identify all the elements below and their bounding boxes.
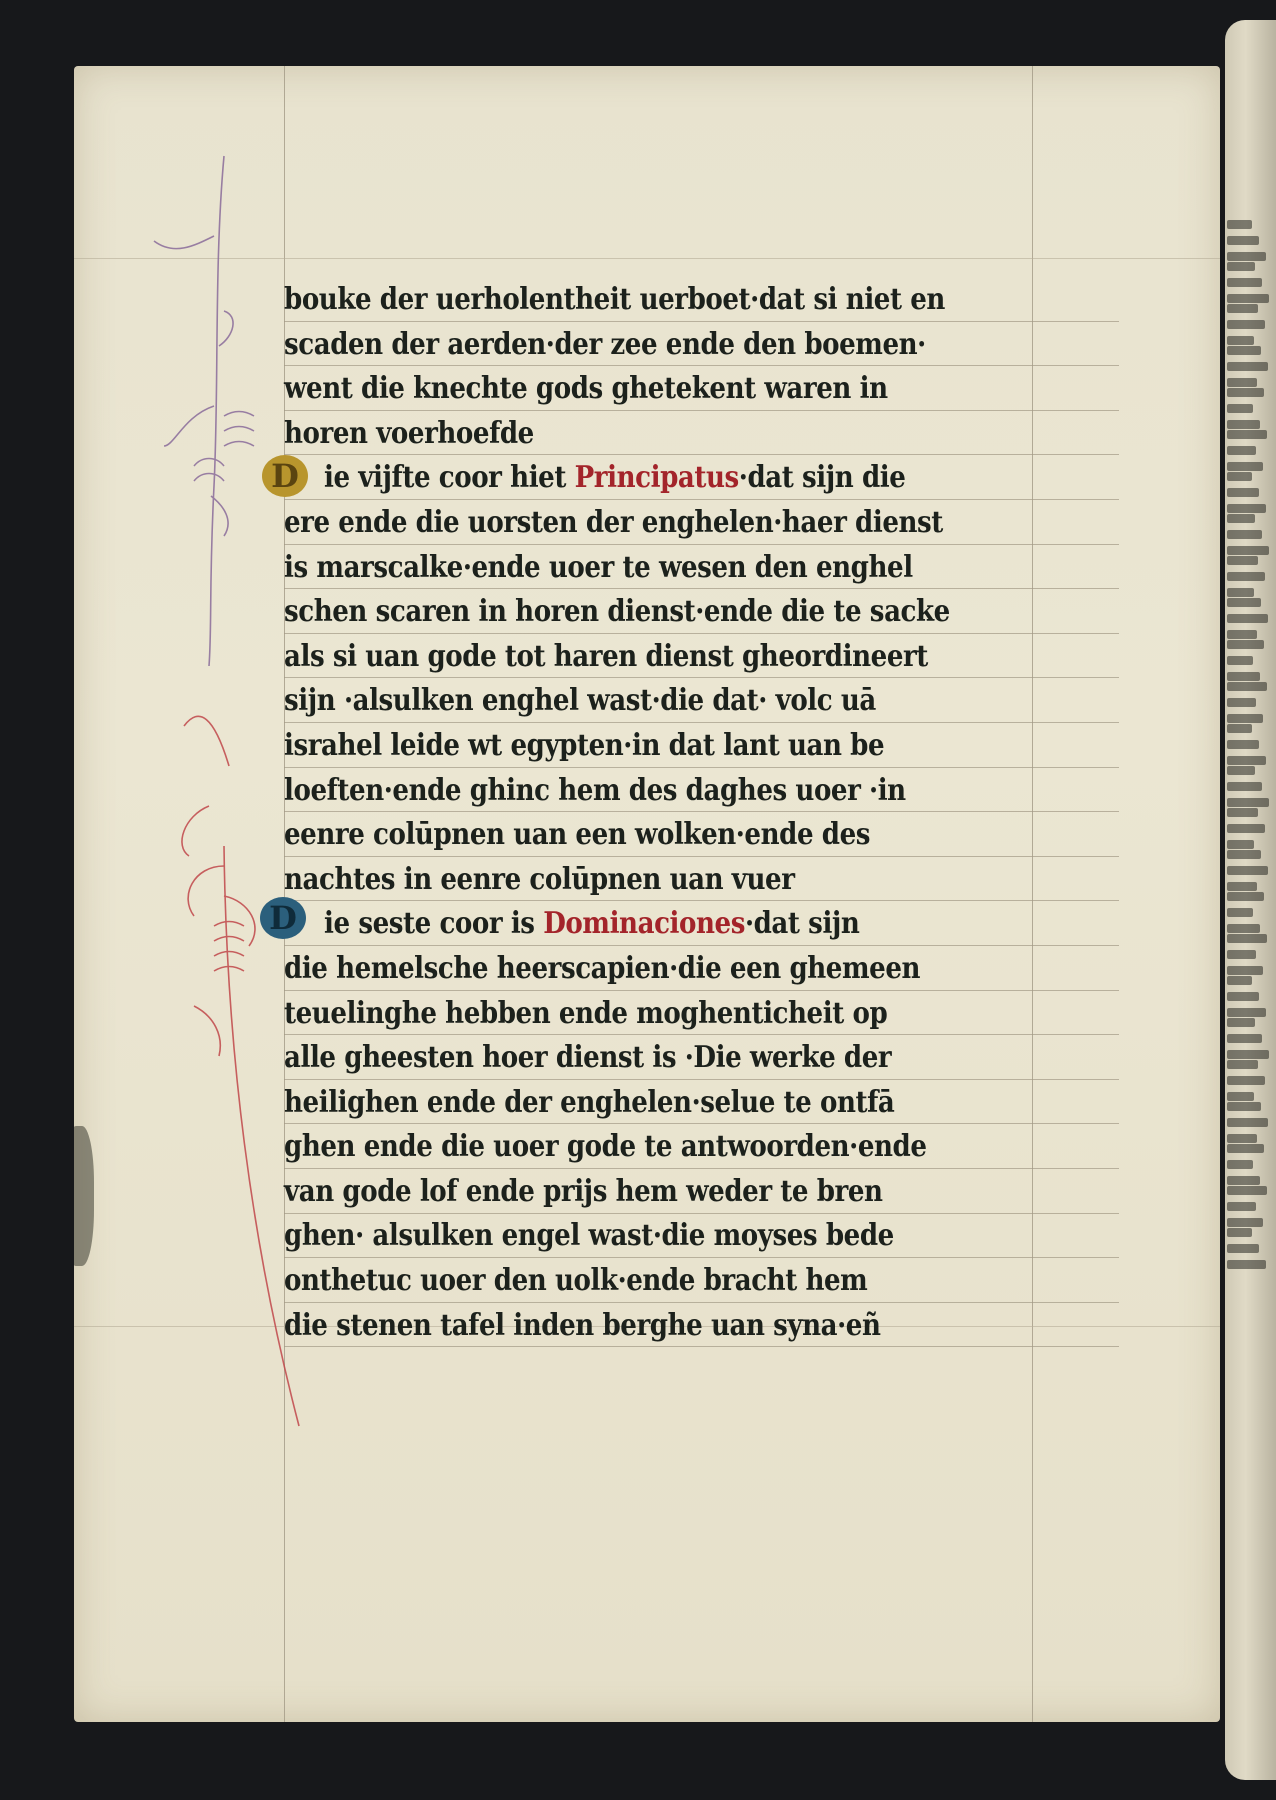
text-line xyxy=(284,546,1015,591)
bleed-mark xyxy=(1227,882,1257,891)
bleed-mark xyxy=(1227,656,1253,665)
bleed-mark xyxy=(1227,1102,1261,1111)
line-text: eenre colūpnen uan een wolken·ende des xyxy=(284,817,871,853)
bleed-mark xyxy=(1227,404,1253,413)
bleed-mark xyxy=(1227,740,1259,749)
line-text: ghen· alsulken engel wast·die moyses bede xyxy=(284,1218,894,1254)
bleed-mark xyxy=(1227,346,1261,355)
purple-penwork xyxy=(154,156,254,666)
bleed-mark xyxy=(1227,1018,1255,1027)
text-line xyxy=(284,590,1015,635)
bleed-mark xyxy=(1227,1260,1266,1269)
bleed-mark xyxy=(1227,1034,1262,1043)
bleed-mark xyxy=(1227,1244,1259,1253)
bleed-mark xyxy=(1227,598,1261,607)
bleed-mark xyxy=(1227,756,1266,765)
bleed-mark xyxy=(1227,924,1260,933)
bleed-mark xyxy=(1227,1202,1256,1211)
bleed-mark xyxy=(1227,556,1258,565)
gold-initial-d: D xyxy=(262,455,308,497)
bleed-mark xyxy=(1227,336,1254,345)
bleed-mark xyxy=(1227,672,1260,681)
text-line xyxy=(284,635,1015,680)
rubric-heading: Principatus xyxy=(574,460,739,496)
line-text: teuelinghe hebben ende moghenticheit op xyxy=(284,995,888,1031)
bleed-mark xyxy=(1227,1060,1258,1069)
line-text: nachtes in eenre colūpnen uan vuer xyxy=(284,861,795,897)
bleed-mark xyxy=(1227,1186,1267,1195)
bleed-mark xyxy=(1227,824,1265,833)
text-line xyxy=(284,679,1015,724)
bleed-mark xyxy=(1227,808,1258,817)
bleed-mark xyxy=(1227,850,1261,859)
bleed-mark xyxy=(1227,866,1268,875)
bleed-mark xyxy=(1227,572,1265,581)
line-text: die hemelsche heerscapien·die een ghemeen xyxy=(284,950,921,986)
line-text: als si uan gode tot haren dienst gheordineert xyxy=(284,638,928,674)
text-line xyxy=(284,1214,1015,1259)
text-line xyxy=(284,1081,1015,1126)
text-line xyxy=(284,813,1015,858)
text-line xyxy=(284,1125,1015,1170)
text-line xyxy=(284,278,1015,323)
bleed-mark xyxy=(1227,462,1263,471)
bleed-mark xyxy=(1227,546,1269,555)
text-line xyxy=(284,858,1015,903)
bleed-mark xyxy=(1227,236,1259,245)
bleed-mark xyxy=(1227,446,1256,455)
bleed-mark xyxy=(1227,1160,1253,1169)
bleed-mark xyxy=(1227,1218,1263,1227)
text-line xyxy=(284,947,1015,992)
text-line xyxy=(284,1304,1015,1349)
bleed-mark xyxy=(1227,1134,1257,1143)
next-leaf-edge xyxy=(1225,20,1276,1780)
text-line xyxy=(284,456,1015,501)
text-line xyxy=(284,412,1015,457)
line-text: scaden der aerden·der zee ende den boemen· xyxy=(284,326,926,362)
bleed-mark xyxy=(1227,362,1268,371)
bleed-mark xyxy=(1227,966,1263,975)
text-line xyxy=(284,1170,1015,1215)
bleed-mark xyxy=(1227,1050,1269,1059)
line-text-continued: ·dat sijn xyxy=(744,906,860,942)
line-text: van gode lof ende prijs hem weder te bren xyxy=(284,1173,883,1209)
line-text: onthetuc uoer den uolk·ende bracht hem xyxy=(284,1263,868,1299)
bleed-mark xyxy=(1227,1176,1260,1185)
line-text: ie seste coor is xyxy=(324,906,544,942)
bleed-mark xyxy=(1227,320,1265,329)
bleed-mark xyxy=(1227,1008,1266,1017)
bleed-mark xyxy=(1227,976,1252,985)
bleed-mark xyxy=(1227,1144,1264,1153)
bleed-mark xyxy=(1227,892,1264,901)
bleed-mark xyxy=(1227,840,1254,849)
bleed-mark xyxy=(1227,1092,1254,1101)
bleed-mark xyxy=(1227,388,1264,397)
bleed-mark xyxy=(1227,420,1260,429)
bleed-mark xyxy=(1227,588,1254,597)
text-line xyxy=(284,992,1015,1037)
bleed-mark xyxy=(1227,530,1262,539)
line-text: ie vijfte coor hiet xyxy=(324,460,575,496)
text-line xyxy=(284,1259,1015,1304)
line-text: sijn ·alsulken enghel wast·die dat· volc uā xyxy=(284,683,876,719)
bleed-mark xyxy=(1227,724,1252,733)
line-text: bouke der uerholentheit uerboet·dat si niet en xyxy=(284,282,945,317)
bleed-mark xyxy=(1227,278,1262,287)
bleed-mark xyxy=(1227,908,1253,917)
line-text: horen voerhoefde xyxy=(284,415,534,451)
line-text: is marscalke·ende uoer te wesen den enghel xyxy=(284,549,913,585)
line-text: loeften·ende ghinc hem des daghes uoer ·in xyxy=(284,772,906,808)
bleed-mark xyxy=(1227,1118,1268,1127)
manuscript-text xyxy=(284,278,1124,1348)
line-text: israhel leide wt egypten·in dat lant uan be xyxy=(284,727,885,763)
bleed-mark xyxy=(1227,294,1269,303)
bleed-mark xyxy=(1227,766,1255,775)
bleed-mark xyxy=(1227,378,1257,387)
bleed-mark xyxy=(1227,614,1268,623)
bleed-mark xyxy=(1227,798,1269,807)
line-text: die stenen tafel inden berghe uan syna·eñ xyxy=(284,1307,881,1343)
line-text-continued: ·dat sijn die xyxy=(738,460,906,496)
bleed-mark xyxy=(1227,472,1252,481)
text-line xyxy=(284,724,1015,769)
bleed-mark xyxy=(1227,640,1264,649)
bleed-mark xyxy=(1227,698,1256,707)
manuscript-page xyxy=(74,66,1220,1722)
bleed-mark xyxy=(1227,220,1252,229)
text-line xyxy=(284,902,1015,947)
rubric-heading: Dominaciones xyxy=(543,906,745,942)
bleed-mark xyxy=(1227,430,1267,439)
bleed-mark xyxy=(1227,304,1258,313)
bleed-mark xyxy=(1227,782,1262,791)
line-text: alle gheesten hoer dienst is ·Die werke der xyxy=(284,1040,892,1076)
bleed-mark xyxy=(1227,992,1259,1001)
bleed-mark xyxy=(1227,262,1255,271)
bleed-mark xyxy=(1227,682,1267,691)
text-line xyxy=(284,367,1015,412)
red-penwork xyxy=(182,716,299,1426)
bleed-mark xyxy=(1227,488,1259,497)
line-text: ere ende die uorsten der enghelen·haer dienst xyxy=(284,504,943,540)
bleed-mark xyxy=(1227,1228,1252,1237)
text-line xyxy=(284,1036,1015,1081)
line-text: went die knechte gods ghetekent waren in xyxy=(284,371,888,407)
bleed-mark xyxy=(1227,514,1255,523)
bleed-mark xyxy=(1227,950,1256,959)
bleed-mark xyxy=(1227,252,1266,261)
bleed-mark xyxy=(1227,714,1263,723)
blue-initial-d: D xyxy=(260,897,306,939)
bleed-mark xyxy=(1227,630,1257,639)
line-text: ghen ende die uoer gode te antwoorden·ende xyxy=(284,1129,927,1165)
text-line xyxy=(284,323,1015,368)
text-line xyxy=(284,769,1015,814)
text-line xyxy=(284,501,1015,546)
bleed-mark xyxy=(1227,504,1266,513)
bleed-mark xyxy=(1227,1076,1265,1085)
line-text: heilighen ende der enghelen·selue te ontfā xyxy=(284,1084,895,1120)
bleed-mark xyxy=(1227,934,1267,943)
line-text: schen scaren in horen dienst·ende die te sacke xyxy=(284,594,950,630)
